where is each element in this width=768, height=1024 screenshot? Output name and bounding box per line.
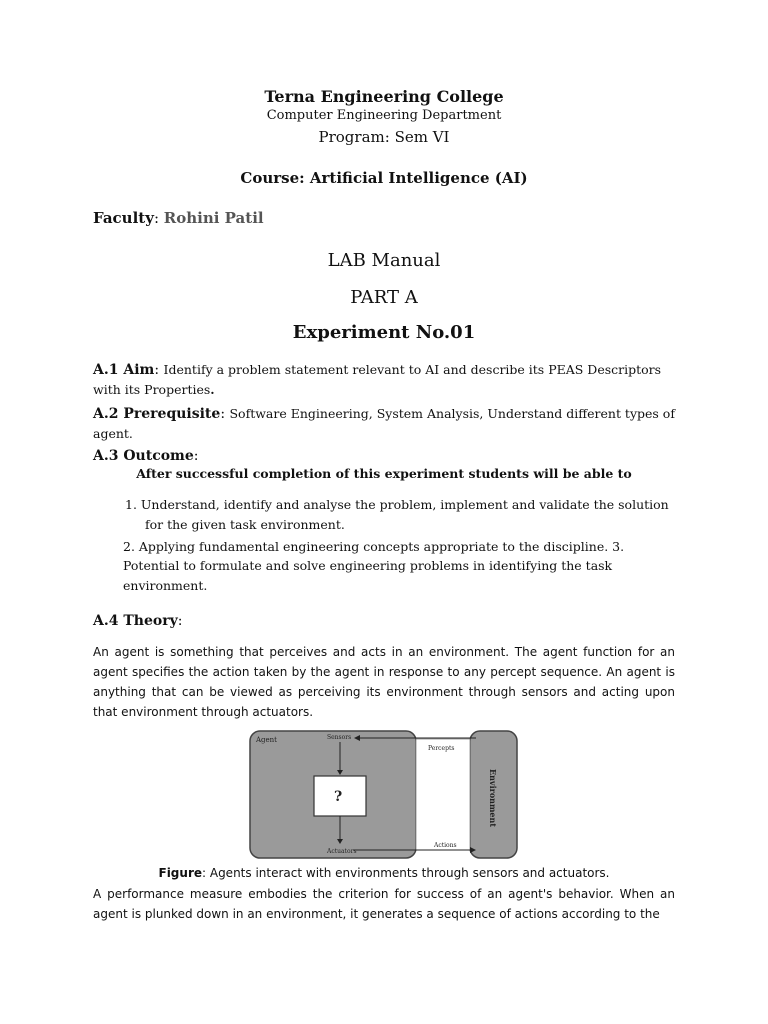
aim-separator: :: [154, 362, 164, 378]
theory-label: A.4 Theory: [93, 613, 178, 629]
theory-paragraph-2: A performance measure embodies the criterion for success of an agent's behavior. When an agent is plunked down in an environment, it generates a sequence of actions according to the: [93, 887, 675, 921]
percepts-label: Percepts: [428, 745, 455, 752]
figure-caption-label: Figure: [158, 866, 202, 880]
faculty-name: Rohini Patil: [163, 209, 264, 227]
theory-heading: [93, 611, 675, 631]
faculty-separator: :: [153, 209, 164, 227]
figure-caption-text: : Agents interact with environments through sensors and actuators.: [202, 866, 610, 880]
faculty-line: [93, 209, 264, 227]
outcome-separator: :: [193, 448, 199, 464]
outcome-item-1-line-1: 1. Understand, identify and analyse the problem, implement and validate the solution: [125, 497, 669, 512]
environment-label: Environment: [488, 769, 498, 828]
outcome-item-2-line-2: Potential to formulate and solve engineering problems in identifying the task: [123, 558, 613, 573]
course-label: Course: [240, 169, 300, 187]
connector-zone: [416, 739, 470, 850]
prerequisite-separator: :: [220, 406, 230, 422]
outcome-lead: After successful completion of this experiment students will be able to: [136, 466, 632, 481]
theory-separator: :: [177, 613, 183, 629]
lab-manual-title: LAB Manual: [327, 250, 441, 271]
prerequisite-text: Software Engineering, System Analysis, Understand different types of agent.: [93, 406, 675, 441]
question-label: ?: [334, 789, 343, 805]
outcome-item-2-line-1: 2. Applying fundamental engineering concepts appropriate to the discipline. 3.: [123, 539, 625, 554]
faculty-label: Faculty: [93, 209, 154, 227]
figure-caption: [0, 866, 768, 880]
prerequisite-label: A.2 Prerequisite: [93, 406, 221, 422]
part-title: PART A: [350, 287, 418, 308]
prerequisite-section: [93, 404, 675, 444]
actuators-label: Actuators: [327, 848, 357, 855]
program: Program: Sem VI: [318, 128, 450, 146]
experiment-title: Experiment No.01: [292, 322, 476, 343]
actions-label: Actions: [434, 842, 457, 849]
course-line: [0, 169, 768, 187]
course-separator: :: [299, 169, 310, 187]
sensors-label: Sensors: [327, 734, 352, 741]
agent-label: Agent: [256, 736, 277, 744]
course-value: Artificial Intelligence (AI): [309, 169, 528, 187]
aim-text: Identify a problem statement relevant to AI and describe its PEAS Descriptors with its Properties: [93, 362, 662, 397]
agent-environment-figure: [248, 729, 519, 860]
outcome-label: A.3 Outcome: [93, 448, 194, 464]
outcome-heading: [93, 446, 675, 466]
college-name: Terna Engineering College: [264, 87, 504, 106]
aim-label: A.1 Aim: [93, 362, 155, 378]
theory-paragraph-1: An agent is something that perceives and acts in an environment. The agent function for an agent specifies the action taken by the agent in response to any percept sequence. An agent is anything that can be viewed as perceiving its environment through sensors and acting upon that environment through actuators.: [93, 645, 675, 719]
outcome-item-1-line-2: for the given task environment.: [145, 517, 345, 532]
outcome-item-2-line-3: environment.: [123, 578, 208, 593]
department-name: Computer Engineering Department: [266, 108, 502, 123]
aim-section: [93, 360, 675, 400]
aim-end: .: [210, 382, 215, 397]
